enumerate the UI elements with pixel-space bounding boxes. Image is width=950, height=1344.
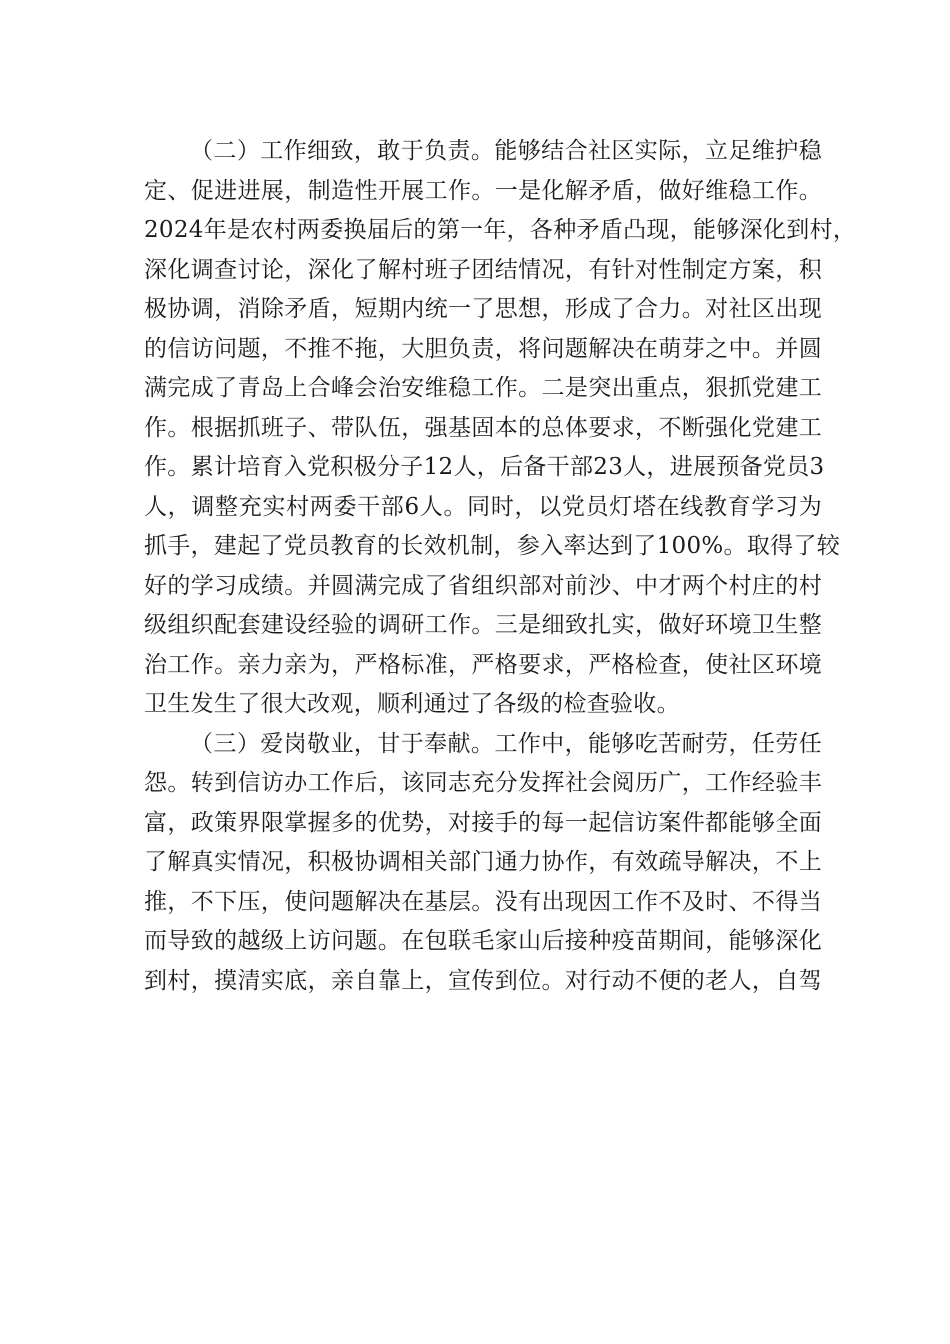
text-line: 人，调整充实村两委干部6人。同时，以党员灯塔在线教育学习为: [144, 493, 822, 520]
text-line: 治工作。亲力亲为，严格标准，严格要求，严格检查，使社区环境: [144, 651, 822, 678]
text-line: 深化调查讨论，深化了解村班子团结情况，有针对性制定方案，积: [144, 256, 822, 283]
text-line: 卫生发生了很大改观，顺利通过了各级的检查验收。: [144, 691, 680, 717]
text-line: 作。累计培育入党积极分子12人，后备干部23人，进展预备党员3: [144, 454, 825, 480]
text-line: 好的学习成绩。并圆满完成了省组织部对前沙、中才两个村庄的村: [144, 572, 822, 599]
text-line: 怨。转到信访办工作后，该同志充分发挥社会阅历广，工作经验丰: [144, 770, 822, 796]
text-line: 的信访问题，不推不拖，大胆负责，将问题解决在萌芽之中。并圆: [144, 335, 822, 362]
text-line: （三）爱岗敬业，甘于奉献。工作中，能够吃苦耐劳，任劳任: [190, 730, 822, 757]
text-line: 推，不下压，使问题解决在基层。没有出现因工作不及时、不得当: [144, 888, 822, 915]
text-line: 2024年是农村两委换届后的第一年，各种矛盾凸现，能够深化到村，: [144, 217, 857, 243]
text-line: 满完成了青岛上合峰会治安维稳工作。二是突出重点，狠抓党建工: [144, 375, 822, 401]
text-line: 了解真实情况，积极协调相关部门通力协作，有效疏导解决，不上: [144, 849, 822, 875]
text-line: 级组织配套建设经验的调研工作。三是细致扎实，做好环境卫生整: [144, 612, 822, 638]
text-line: 定、促进进展，制造性开展工作。一是化解矛盾，做好维稳工作。: [144, 177, 822, 204]
text-line: 富，政策界限掌握多的优势，对接手的每一起信访案件都能够全面: [144, 809, 822, 836]
text-line: 而导致的越级上访问题。在包联毛家山后接种疫苗期间，能够深化: [144, 928, 822, 954]
text-line: 抓手，建起了党员教育的长效机制，参入率达到了100%。取得了较: [144, 533, 841, 559]
text-line: 到村，摸清实底，亲自靠上，宣传到位。对行动不便的老人，自驾: [144, 967, 822, 994]
text-line: 极协调，消除矛盾，短期内统一了思想，形成了合力。对社区出现: [144, 296, 822, 322]
text-line: 作。根据抓班子、带队伍，强基固本的总体要求，不断强化党建工: [144, 414, 822, 441]
text-line: （二）工作细致，敢于负责。能够结合社区实际，立足维护稳: [190, 138, 822, 164]
